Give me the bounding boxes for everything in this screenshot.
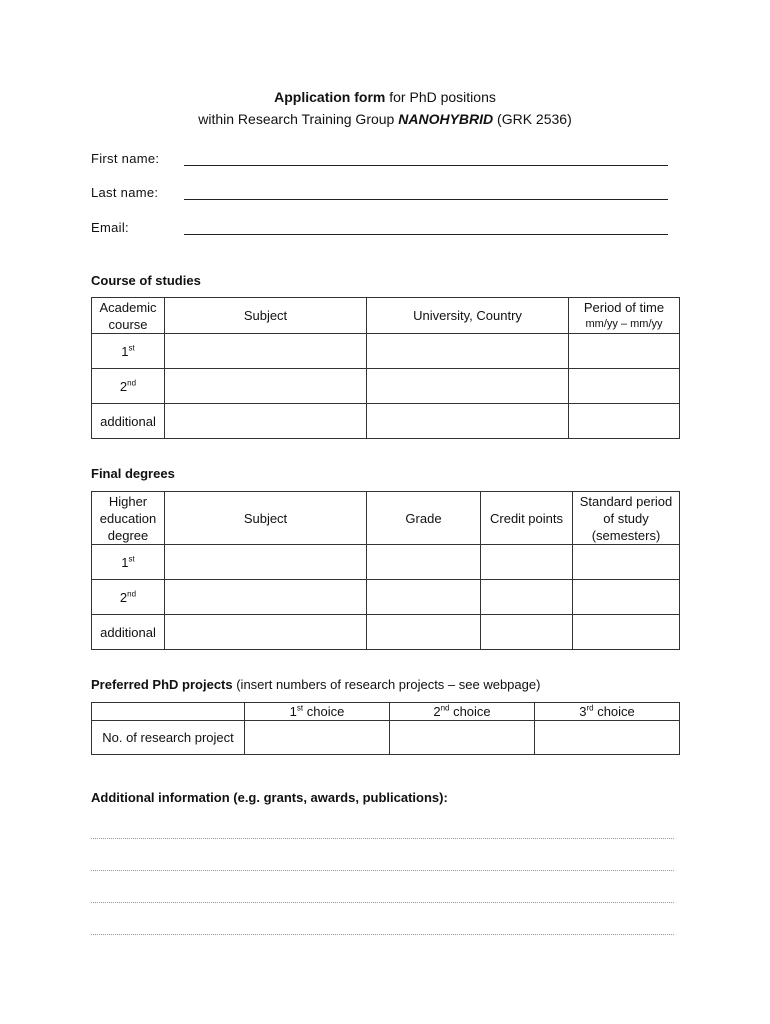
additional-info-title: Additional information (e.g. grants, awards, publications): — [91, 790, 448, 805]
header-1st-choice: 1st choice — [245, 703, 390, 721]
last-name-field[interactable] — [184, 199, 668, 200]
row-label: 2nd — [92, 580, 165, 615]
header-credit-points: Credit points — [481, 492, 573, 545]
header-subject: Subject — [165, 298, 367, 334]
table-row — [92, 580, 680, 615]
form-title-bold: Application form — [274, 89, 386, 105]
table-row — [92, 369, 680, 404]
subject-cell[interactable] — [165, 545, 367, 580]
credit-points-cell[interactable] — [481, 615, 573, 650]
final-degrees-title: Final degrees — [91, 466, 175, 481]
last-name-label: Last name: — [91, 185, 159, 200]
row-label: additional — [92, 615, 165, 650]
first-name-label: First name: — [91, 151, 160, 166]
subject-cell[interactable] — [165, 615, 367, 650]
grade-cell[interactable] — [367, 545, 481, 580]
preferred-projects-title-bold: Preferred PhD projects — [91, 677, 233, 692]
subject-cell[interactable] — [165, 580, 367, 615]
header-subject: Subject — [165, 492, 367, 545]
row-label: 2nd — [92, 369, 165, 404]
course-of-studies-table — [91, 297, 680, 439]
row-label: 1st — [92, 334, 165, 369]
university-cell[interactable] — [367, 334, 569, 369]
first-name-field[interactable] — [184, 165, 668, 166]
credit-points-cell[interactable] — [481, 580, 573, 615]
choice-1-cell[interactable] — [245, 721, 390, 755]
header-3rd-choice: 3rd choice — [535, 703, 680, 721]
subject-cell[interactable] — [165, 369, 367, 404]
program-name: NANOHYBRID — [398, 111, 494, 127]
subject-cell[interactable] — [165, 334, 367, 369]
table-header-row — [92, 703, 680, 721]
choice-2-cell[interactable] — [390, 721, 535, 755]
choice-3-cell[interactable] — [535, 721, 680, 755]
header-grade: Grade — [367, 492, 481, 545]
preferred-projects-title-rest: (insert numbers of research projects – see webpage) — [232, 677, 541, 692]
header-academic-course: Academic course — [92, 298, 165, 334]
table-row — [92, 334, 680, 369]
form-title — [0, 86, 770, 108]
header-standard-period: Standard period of study (semesters) — [573, 492, 680, 545]
grade-cell[interactable] — [367, 580, 481, 615]
standard-period-cell[interactable] — [573, 545, 680, 580]
final-degrees-table — [91, 491, 680, 650]
subtitle-suffix: (GRK 2536) — [493, 111, 572, 127]
additional-info-line[interactable] — [91, 838, 674, 839]
period-label: Period of time — [583, 299, 665, 315]
email-field[interactable] — [184, 234, 668, 235]
preferred-projects-title — [91, 677, 540, 692]
university-cell[interactable] — [367, 404, 569, 439]
additional-info-line[interactable] — [91, 902, 674, 903]
table-row — [92, 721, 680, 755]
form-subtitle — [0, 108, 770, 130]
row-label: 1st — [92, 545, 165, 580]
credit-points-cell[interactable] — [481, 545, 573, 580]
period-cell[interactable] — [569, 404, 680, 439]
table-row — [92, 615, 680, 650]
form-title-rest: for PhD positions — [385, 89, 496, 105]
table-header-row — [92, 492, 680, 545]
empty-header-cell — [92, 703, 245, 721]
table-row — [92, 545, 680, 580]
subject-cell[interactable] — [165, 404, 367, 439]
additional-info-line[interactable] — [91, 870, 674, 871]
university-cell[interactable] — [367, 369, 569, 404]
header-degree: Higher education degree — [92, 492, 165, 545]
additional-info-line[interactable] — [91, 934, 674, 935]
table-header-row — [92, 298, 680, 334]
preferred-projects-table — [91, 702, 680, 755]
course-of-studies-title: Course of studies — [91, 273, 201, 288]
period-cell[interactable] — [569, 369, 680, 404]
subtitle-prefix: within Research Training Group — [198, 111, 399, 127]
row-label: additional — [92, 404, 165, 439]
standard-period-cell[interactable] — [573, 615, 680, 650]
grade-cell[interactable] — [367, 615, 481, 650]
standard-period-cell[interactable] — [573, 580, 680, 615]
header-period-of-time — [569, 298, 680, 334]
header-2nd-choice: 2nd choice — [390, 703, 535, 721]
period-cell[interactable] — [569, 334, 680, 369]
row-label: No. of research project — [92, 721, 245, 755]
header-university-country: University, Country — [367, 298, 569, 334]
period-format: mm/yy – mm/yy — [585, 317, 663, 330]
table-row — [92, 404, 680, 439]
email-label: Email: — [91, 220, 129, 235]
